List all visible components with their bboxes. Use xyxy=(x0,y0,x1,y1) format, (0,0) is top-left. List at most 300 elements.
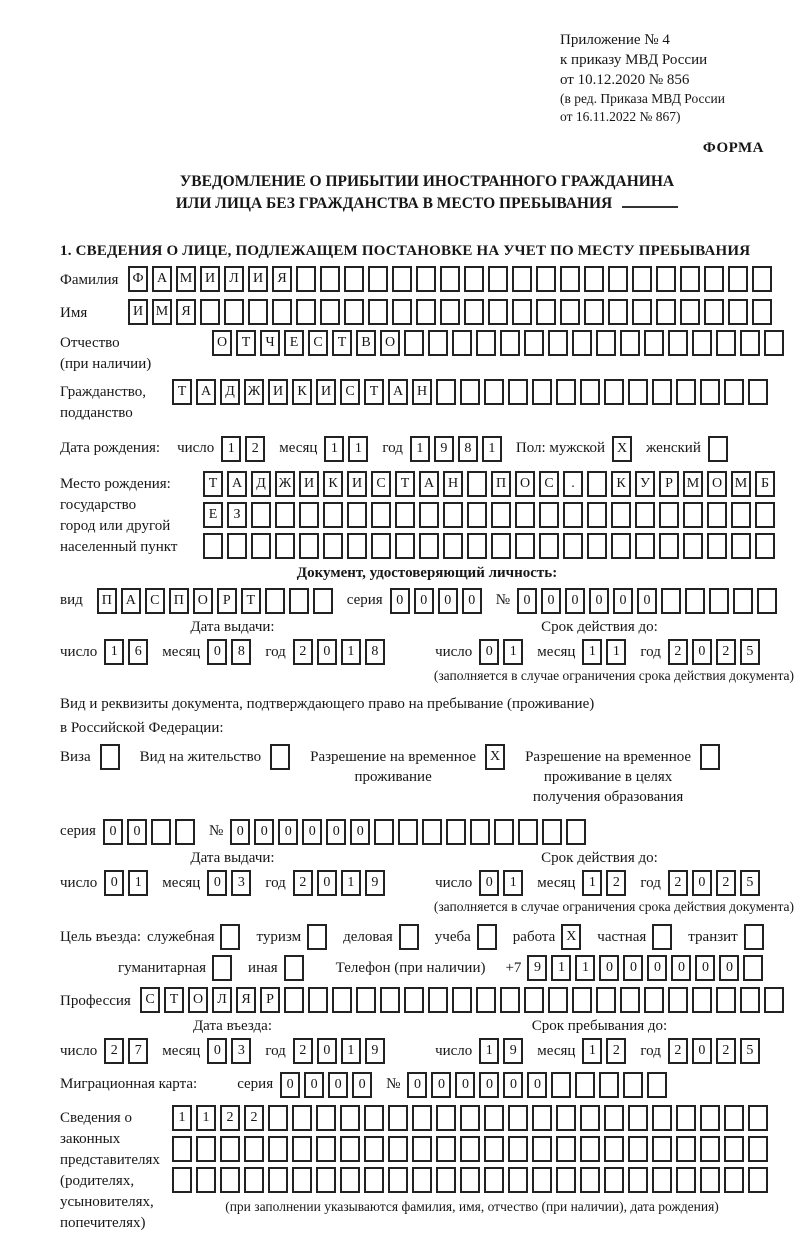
char-cell[interactable] xyxy=(484,1136,504,1162)
char-cell[interactable] xyxy=(584,266,604,292)
char-cell[interactable]: 0 xyxy=(431,1072,451,1098)
char-cell[interactable] xyxy=(419,502,439,528)
char-cell[interactable] xyxy=(460,379,480,405)
char-cell[interactable] xyxy=(316,1167,336,1193)
char-cell[interactable] xyxy=(743,955,763,981)
char-cell[interactable] xyxy=(515,533,535,559)
char-cell[interactable] xyxy=(676,379,696,405)
char-cell[interactable]: 1 xyxy=(172,1105,192,1131)
char-cell[interactable] xyxy=(652,1136,672,1162)
char-cell[interactable]: 5 xyxy=(740,870,760,896)
char-cell[interactable] xyxy=(566,819,586,845)
char-cell[interactable]: И xyxy=(299,471,319,497)
char-cell[interactable] xyxy=(652,924,672,950)
char-cell[interactable] xyxy=(632,266,652,292)
char-cell[interactable] xyxy=(542,819,562,845)
char-cell[interactable]: 5 xyxy=(740,1038,760,1064)
char-cell[interactable] xyxy=(635,502,655,528)
char-cell[interactable] xyxy=(412,1167,432,1193)
char-cell[interactable] xyxy=(224,299,244,325)
char-cell[interactable] xyxy=(757,588,777,614)
char-cell[interactable] xyxy=(575,1072,595,1098)
char-cell[interactable] xyxy=(748,379,768,405)
char-cell[interactable]: А xyxy=(419,471,439,497)
char-cell[interactable]: 1 xyxy=(196,1105,216,1131)
char-cell[interactable]: 0 xyxy=(671,955,691,981)
char-cell[interactable] xyxy=(755,502,775,528)
char-cell[interactable]: И xyxy=(248,266,268,292)
char-cell[interactable] xyxy=(395,502,415,528)
char-cell[interactable]: 8 xyxy=(365,639,385,665)
char-cell[interactable]: 9 xyxy=(434,436,454,462)
char-cell[interactable] xyxy=(268,1136,288,1162)
char-cell[interactable] xyxy=(731,533,751,559)
char-cell[interactable] xyxy=(764,330,784,356)
char-cell[interactable]: 1 xyxy=(341,1038,361,1064)
char-cell[interactable] xyxy=(652,379,672,405)
char-cell[interactable]: А xyxy=(152,266,172,292)
char-cell[interactable]: Т xyxy=(164,987,184,1013)
char-cell[interactable]: О xyxy=(188,987,208,1013)
char-cell[interactable]: О xyxy=(515,471,535,497)
char-cell[interactable]: С xyxy=(539,471,559,497)
char-cell[interactable]: 0 xyxy=(103,819,123,845)
char-cell[interactable] xyxy=(628,1167,648,1193)
char-cell[interactable]: Т xyxy=(395,471,415,497)
char-cell[interactable] xyxy=(700,1167,720,1193)
char-cell[interactable] xyxy=(620,330,640,356)
char-cell[interactable] xyxy=(446,819,466,845)
char-cell[interactable]: 0 xyxy=(127,819,147,845)
char-cell[interactable] xyxy=(371,502,391,528)
char-cell[interactable]: 2 xyxy=(668,870,688,896)
char-cell[interactable] xyxy=(275,502,295,528)
char-cell[interactable] xyxy=(740,987,760,1013)
char-cell[interactable] xyxy=(220,1136,240,1162)
char-cell[interactable]: 0 xyxy=(414,588,434,614)
char-cell[interactable] xyxy=(388,1105,408,1131)
char-cell[interactable]: 2 xyxy=(668,639,688,665)
char-cell[interactable]: 0 xyxy=(455,1072,475,1098)
char-cell[interactable]: 0 xyxy=(317,870,337,896)
char-cell[interactable]: 2 xyxy=(293,870,313,896)
char-cell[interactable] xyxy=(460,1105,480,1131)
char-cell[interactable]: С xyxy=(340,379,360,405)
char-cell[interactable] xyxy=(284,987,304,1013)
char-cell[interactable]: О xyxy=(212,330,232,356)
char-cell[interactable] xyxy=(299,533,319,559)
char-cell[interactable]: 1 xyxy=(341,639,361,665)
char-cell[interactable] xyxy=(518,819,538,845)
char-cell[interactable] xyxy=(632,299,652,325)
char-cell[interactable] xyxy=(172,1136,192,1162)
char-cell[interactable] xyxy=(748,1105,768,1131)
char-cell[interactable] xyxy=(484,1105,504,1131)
char-cell[interactable] xyxy=(467,533,487,559)
char-cell[interactable] xyxy=(652,1167,672,1193)
char-cell[interactable] xyxy=(368,299,388,325)
char-cell[interactable]: П xyxy=(169,588,189,614)
char-cell[interactable] xyxy=(196,1136,216,1162)
char-cell[interactable] xyxy=(659,502,679,528)
char-cell[interactable] xyxy=(704,299,724,325)
char-cell[interactable] xyxy=(508,379,528,405)
char-cell[interactable]: 0 xyxy=(280,1072,300,1098)
char-cell[interactable] xyxy=(100,744,120,770)
char-cell[interactable]: 7 xyxy=(128,1038,148,1064)
char-cell[interactable] xyxy=(680,299,700,325)
char-cell[interactable]: Я xyxy=(236,987,256,1013)
char-cell[interactable]: 0 xyxy=(302,819,322,845)
char-cell[interactable]: Л xyxy=(224,266,244,292)
char-cell[interactable]: 1 xyxy=(582,870,602,896)
char-cell[interactable]: А xyxy=(196,379,216,405)
char-cell[interactable] xyxy=(580,379,600,405)
char-cell[interactable] xyxy=(707,502,727,528)
char-cell[interactable] xyxy=(752,266,772,292)
char-cell[interactable] xyxy=(371,533,391,559)
char-cell[interactable] xyxy=(268,1167,288,1193)
char-cell[interactable] xyxy=(460,1136,480,1162)
char-cell[interactable]: Ф xyxy=(128,266,148,292)
char-cell[interactable]: П xyxy=(97,588,117,614)
char-cell[interactable] xyxy=(307,924,327,950)
char-cell[interactable]: С xyxy=(308,330,328,356)
char-cell[interactable]: 1 xyxy=(128,870,148,896)
char-cell[interactable] xyxy=(316,1136,336,1162)
char-cell[interactable]: Т xyxy=(203,471,223,497)
char-cell[interactable] xyxy=(728,299,748,325)
char-cell[interactable] xyxy=(344,299,364,325)
char-cell[interactable] xyxy=(356,987,376,1013)
char-cell[interactable]: Б xyxy=(755,471,775,497)
char-cell[interactable] xyxy=(700,1105,720,1131)
char-cell[interactable]: Ч xyxy=(260,330,280,356)
char-cell[interactable] xyxy=(460,1167,480,1193)
char-cell[interactable] xyxy=(368,266,388,292)
char-cell[interactable] xyxy=(539,533,559,559)
char-cell[interactable]: 0 xyxy=(623,955,643,981)
char-cell[interactable] xyxy=(524,987,544,1013)
char-cell[interactable] xyxy=(635,533,655,559)
char-cell[interactable] xyxy=(227,533,247,559)
char-cell[interactable]: 9 xyxy=(527,955,547,981)
char-cell[interactable] xyxy=(656,299,676,325)
char-cell[interactable] xyxy=(374,819,394,845)
char-cell[interactable]: 0 xyxy=(328,1072,348,1098)
char-cell[interactable] xyxy=(428,330,448,356)
char-cell[interactable]: Л xyxy=(212,987,232,1013)
char-cell[interactable] xyxy=(676,1167,696,1193)
char-cell[interactable] xyxy=(700,1136,720,1162)
char-cell[interactable] xyxy=(563,502,583,528)
char-cell[interactable] xyxy=(452,330,472,356)
char-cell[interactable] xyxy=(344,266,364,292)
char-cell[interactable]: О xyxy=(193,588,213,614)
char-cell[interactable] xyxy=(587,533,607,559)
char-cell[interactable]: Т xyxy=(241,588,261,614)
char-cell[interactable]: 2 xyxy=(606,1038,626,1064)
char-cell[interactable] xyxy=(623,1072,643,1098)
char-cell[interactable]: 0 xyxy=(438,588,458,614)
char-cell[interactable] xyxy=(494,819,514,845)
char-cell[interactable] xyxy=(548,987,568,1013)
char-cell[interactable]: М xyxy=(152,299,172,325)
char-cell[interactable]: 1 xyxy=(348,436,368,462)
char-cell[interactable]: 0 xyxy=(517,588,537,614)
char-cell[interactable]: 2 xyxy=(293,639,313,665)
char-cell[interactable] xyxy=(484,379,504,405)
char-cell[interactable]: Д xyxy=(251,471,271,497)
char-cell[interactable] xyxy=(596,330,616,356)
char-cell[interactable]: 1 xyxy=(104,639,124,665)
char-cell[interactable] xyxy=(265,588,285,614)
char-cell[interactable] xyxy=(532,379,552,405)
char-cell[interactable]: 9 xyxy=(503,1038,523,1064)
char-cell[interactable]: А xyxy=(121,588,141,614)
char-cell[interactable] xyxy=(604,1136,624,1162)
char-cell[interactable] xyxy=(704,266,724,292)
char-cell[interactable] xyxy=(443,502,463,528)
char-cell[interactable]: 0 xyxy=(207,639,227,665)
char-cell[interactable] xyxy=(512,266,532,292)
char-cell[interactable] xyxy=(532,1136,552,1162)
char-cell[interactable]: М xyxy=(176,266,196,292)
char-cell[interactable] xyxy=(412,1136,432,1162)
char-cell[interactable]: Н xyxy=(412,379,432,405)
char-cell[interactable] xyxy=(289,588,309,614)
char-cell[interactable] xyxy=(572,330,592,356)
char-cell[interactable] xyxy=(313,588,333,614)
char-cell[interactable] xyxy=(244,1136,264,1162)
char-cell[interactable]: Т xyxy=(332,330,352,356)
char-cell[interactable] xyxy=(724,379,744,405)
char-cell[interactable] xyxy=(436,1105,456,1131)
char-cell[interactable]: 0 xyxy=(479,639,499,665)
char-cell[interactable] xyxy=(724,1136,744,1162)
char-cell[interactable] xyxy=(172,1167,192,1193)
char-cell[interactable] xyxy=(404,987,424,1013)
char-cell[interactable]: 2 xyxy=(716,1038,736,1064)
char-cell[interactable]: 1 xyxy=(551,955,571,981)
char-cell[interactable] xyxy=(656,266,676,292)
char-cell[interactable] xyxy=(175,819,195,845)
char-cell[interactable] xyxy=(647,1072,667,1098)
char-cell[interactable] xyxy=(422,819,442,845)
char-cell[interactable]: 2 xyxy=(104,1038,124,1064)
char-cell[interactable]: 0 xyxy=(479,1072,499,1098)
char-cell[interactable] xyxy=(524,330,544,356)
char-cell[interactable]: З xyxy=(227,502,247,528)
char-cell[interactable] xyxy=(467,471,487,497)
char-cell[interactable] xyxy=(587,502,607,528)
char-cell[interactable]: 0 xyxy=(565,588,585,614)
char-cell[interactable] xyxy=(347,533,367,559)
char-cell[interactable] xyxy=(709,588,729,614)
char-cell[interactable] xyxy=(428,987,448,1013)
char-cell[interactable] xyxy=(676,1136,696,1162)
char-cell[interactable] xyxy=(196,1167,216,1193)
char-cell[interactable] xyxy=(416,266,436,292)
char-cell[interactable]: 2 xyxy=(668,1038,688,1064)
char-cell[interactable] xyxy=(755,533,775,559)
char-cell[interactable]: П xyxy=(491,471,511,497)
char-cell[interactable] xyxy=(308,987,328,1013)
char-cell[interactable]: О xyxy=(380,330,400,356)
char-cell[interactable]: К xyxy=(611,471,631,497)
char-cell[interactable] xyxy=(476,330,496,356)
char-cell[interactable] xyxy=(512,299,532,325)
char-cell[interactable]: 0 xyxy=(352,1072,372,1098)
char-cell[interactable]: 0 xyxy=(692,1038,712,1064)
char-cell[interactable]: О xyxy=(707,471,727,497)
char-cell[interactable] xyxy=(748,1167,768,1193)
char-cell[interactable] xyxy=(268,1105,288,1131)
char-cell[interactable] xyxy=(500,987,520,1013)
char-cell[interactable] xyxy=(419,533,439,559)
char-cell[interactable]: 2 xyxy=(716,870,736,896)
char-cell[interactable]: И xyxy=(268,379,288,405)
char-cell[interactable] xyxy=(500,330,520,356)
char-cell[interactable]: 3 xyxy=(231,870,251,896)
char-cell[interactable] xyxy=(284,955,304,981)
char-cell[interactable] xyxy=(443,533,463,559)
char-cell[interactable] xyxy=(556,1105,576,1131)
char-cell[interactable] xyxy=(556,379,576,405)
char-cell[interactable] xyxy=(251,502,271,528)
char-cell[interactable] xyxy=(220,1167,240,1193)
char-cell[interactable] xyxy=(724,1167,744,1193)
char-cell[interactable] xyxy=(680,266,700,292)
char-cell[interactable]: 2 xyxy=(293,1038,313,1064)
char-cell[interactable] xyxy=(707,533,727,559)
char-cell[interactable] xyxy=(440,299,460,325)
char-cell[interactable] xyxy=(596,987,616,1013)
char-cell[interactable] xyxy=(644,987,664,1013)
char-cell[interactable]: М xyxy=(683,471,703,497)
char-cell[interactable] xyxy=(380,987,400,1013)
char-cell[interactable] xyxy=(392,266,412,292)
char-cell[interactable] xyxy=(364,1136,384,1162)
char-cell[interactable] xyxy=(467,502,487,528)
char-cell[interactable]: 0 xyxy=(230,819,250,845)
char-cell[interactable] xyxy=(220,924,240,950)
char-cell[interactable] xyxy=(752,299,772,325)
char-cell[interactable]: 0 xyxy=(541,588,561,614)
char-cell[interactable] xyxy=(548,330,568,356)
char-cell[interactable]: Р xyxy=(217,588,237,614)
char-cell[interactable] xyxy=(296,266,316,292)
char-cell[interactable] xyxy=(628,379,648,405)
char-cell[interactable]: 1 xyxy=(503,870,523,896)
char-cell[interactable] xyxy=(652,1105,672,1131)
char-cell[interactable] xyxy=(556,1136,576,1162)
char-cell[interactable]: И xyxy=(347,471,367,497)
char-cell[interactable] xyxy=(491,533,511,559)
char-cell[interactable]: К xyxy=(323,471,343,497)
char-cell[interactable]: 0 xyxy=(462,588,482,614)
char-cell[interactable]: К xyxy=(292,379,312,405)
char-cell[interactable]: С xyxy=(371,471,391,497)
char-cell[interactable] xyxy=(560,266,580,292)
char-cell[interactable]: В xyxy=(356,330,376,356)
char-cell[interactable] xyxy=(151,819,171,845)
char-cell[interactable] xyxy=(536,299,556,325)
char-cell[interactable]: 5 xyxy=(740,639,760,665)
char-cell[interactable]: 0 xyxy=(503,1072,523,1098)
char-cell[interactable] xyxy=(332,987,352,1013)
char-cell[interactable]: 0 xyxy=(692,870,712,896)
char-cell[interactable]: Е xyxy=(203,502,223,528)
char-cell[interactable]: 0 xyxy=(479,870,499,896)
char-cell[interactable]: 0 xyxy=(326,819,346,845)
char-cell[interactable] xyxy=(316,1105,336,1131)
char-cell[interactable] xyxy=(470,819,490,845)
char-cell[interactable] xyxy=(584,299,604,325)
char-cell[interactable] xyxy=(560,299,580,325)
char-cell[interactable] xyxy=(399,924,419,950)
char-cell[interactable]: 0 xyxy=(695,955,715,981)
char-cell[interactable]: 0 xyxy=(278,819,298,845)
char-cell[interactable] xyxy=(716,987,736,1013)
char-cell[interactable] xyxy=(628,1105,648,1131)
char-cell[interactable] xyxy=(599,1072,619,1098)
char-cell[interactable]: 2 xyxy=(244,1105,264,1131)
char-cell[interactable]: 9 xyxy=(365,870,385,896)
char-cell[interactable] xyxy=(436,379,456,405)
char-cell[interactable] xyxy=(296,299,316,325)
char-cell[interactable]: И xyxy=(128,299,148,325)
char-cell[interactable] xyxy=(692,330,712,356)
char-cell[interactable] xyxy=(464,266,484,292)
char-cell[interactable]: 0 xyxy=(647,955,667,981)
char-cell[interactable] xyxy=(412,1105,432,1131)
char-cell[interactable] xyxy=(292,1105,312,1131)
char-cell[interactable] xyxy=(440,266,460,292)
char-cell[interactable]: 9 xyxy=(365,1038,385,1064)
char-cell[interactable]: 8 xyxy=(231,639,251,665)
char-cell[interactable] xyxy=(708,436,728,462)
char-cell[interactable]: X xyxy=(485,744,505,770)
char-cell[interactable]: 0 xyxy=(350,819,370,845)
char-cell[interactable]: 0 xyxy=(637,588,657,614)
char-cell[interactable] xyxy=(364,1105,384,1131)
char-cell[interactable]: 2 xyxy=(606,870,626,896)
char-cell[interactable] xyxy=(508,1167,528,1193)
char-cell[interactable]: Е xyxy=(284,330,304,356)
char-cell[interactable]: 0 xyxy=(407,1072,427,1098)
char-cell[interactable] xyxy=(275,533,295,559)
char-cell[interactable]: Т xyxy=(236,330,256,356)
char-cell[interactable]: И xyxy=(200,266,220,292)
char-cell[interactable] xyxy=(320,299,340,325)
char-cell[interactable] xyxy=(392,299,412,325)
char-cell[interactable] xyxy=(532,1105,552,1131)
char-cell[interactable] xyxy=(740,330,760,356)
char-cell[interactable]: 8 xyxy=(458,436,478,462)
char-cell[interactable] xyxy=(685,588,705,614)
char-cell[interactable] xyxy=(744,924,764,950)
char-cell[interactable]: 0 xyxy=(317,1038,337,1064)
char-cell[interactable]: 0 xyxy=(613,588,633,614)
char-cell[interactable]: Я xyxy=(272,266,292,292)
char-cell[interactable] xyxy=(464,299,484,325)
char-cell[interactable]: А xyxy=(388,379,408,405)
char-cell[interactable]: 0 xyxy=(207,1038,227,1064)
char-cell[interactable] xyxy=(611,502,631,528)
char-cell[interactable] xyxy=(580,1105,600,1131)
char-cell[interactable]: 2 xyxy=(220,1105,240,1131)
